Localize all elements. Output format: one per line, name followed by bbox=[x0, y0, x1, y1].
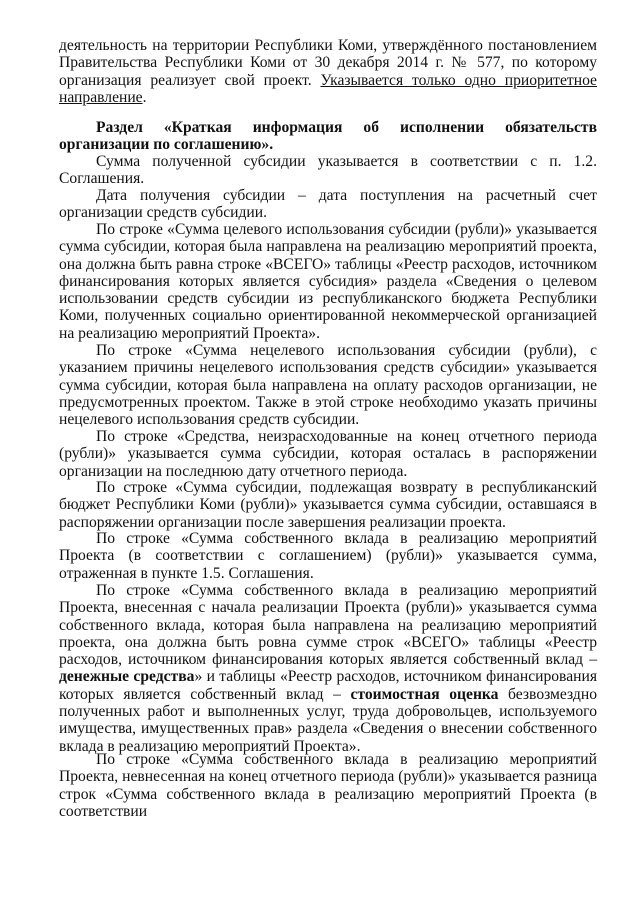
paragraph-subsidy-amount: Сумма полученной субсидии указывается в соответствии с п. 1.2. Соглашения. bbox=[59, 153, 597, 188]
paragraph-end: . bbox=[142, 88, 147, 106]
paragraph-text: » и таблицы «Реестр расходов, источником финансирования которых является собственный вклад – bbox=[59, 668, 597, 703]
paragraph-subsidy-date: Дата получения субсидии – дата поступления на расчетный счет организации средств субсидии. bbox=[59, 187, 597, 222]
paragraph-text: По строке «Сумма собственного вклада в реализацию мероприятий Проекта, внесенная с начала реализации Проекта (рубли)» указывается сумма собственного вклада, которая была направлена на реализацию мероприятий проекта, она должна быть ровна сумме строк «ВСЕГО» таблицы «Реестр расходов, источником финансирования которых является собственный вклад – bbox=[59, 582, 597, 669]
section-heading: Раздел «Краткая информация об исполнении обязательств организации по соглашению». bbox=[59, 119, 597, 154]
paragraph-text: безвозмездно полученных работ и выполненных услуг, труда добровольцев, используемого имущества, имущественных прав» раздела «Сведения о внесении собственного вклада в реализацию мероприятий Проекта». bbox=[59, 685, 597, 755]
paragraph-unspent-funds: По строке «Средства, неизрасходованные на конец отчетного периода (рубли)» указывается сумма субсидии, которая осталась в распоряжении организации на последнюю дату отчетного периода. bbox=[59, 428, 597, 480]
paragraph-own-contribution-unpaid: По строке «Сумма собственного вклада в реализацию мероприятий Проекта, невнесенная на конец отчетного периода (рубли)» указывается разница строк «Сумма собственного вклада в реализацию мероприятий Проекта (в соответствии bbox=[59, 751, 597, 820]
paragraph-own-contribution-agreement: По строке «Сумма собственного вклада в реализацию мероприятий Проекта (в соответствии с соглашением) (рубли)» указывается сумма, отраженная в пункте 1.5. Соглашения. bbox=[59, 530, 597, 582]
underlined-note: Указывается только одно приоритетное направление bbox=[59, 71, 597, 106]
paragraph-misuse: По строке «Сумма нецелевого использования субсидии (рубли), с указанием причины нецелевого использования средств субсидии» указывается сумма субсидии, которая была направлена на оплату расходов организации, не предусмотренных проектом. Также в этой строке необходимо указать причины нецелевого использования средств субсидии. bbox=[59, 342, 597, 429]
bold-term-valuation: стоимостная оценка bbox=[350, 685, 499, 703]
bold-term-cash: денежные средства bbox=[59, 668, 195, 686]
paragraph-text: деятельность на территории Республики Коми, утверждённого постановлением Правительства Республики Коми от 30 декабря 2014 г. № 577, по которому организация реализует свой проект. bbox=[59, 37, 597, 89]
paragraph-priority-direction bbox=[59, 37, 597, 106]
paragraph-targeted-use: По строке «Сумма целевого использования субсидии (рубли)» указывается сумма субсидии, которая была направлена на реализацию мероприятий проекта, она должна быть равна строке «ВСЕГО» таблицы «Реестр расходов, источником финансирования которых является субсидия» раздела «Сведения о целевом использовании средств субсидии из республиканского бюджета Республики Коми, полученных социально ориентированной некоммерческой организацией на реализацию мероприятий Проекта». bbox=[59, 221, 597, 342]
paragraph-own-contribution-made bbox=[59, 582, 597, 755]
paragraph-refund: По строке «Сумма субсидии, подлежащая возврату в республиканский бюджет Республики Коми (рубли)» указывается сумма субсидии, оставшаяся в распоряжении организации после завершения реализации проекта. bbox=[59, 479, 597, 531]
